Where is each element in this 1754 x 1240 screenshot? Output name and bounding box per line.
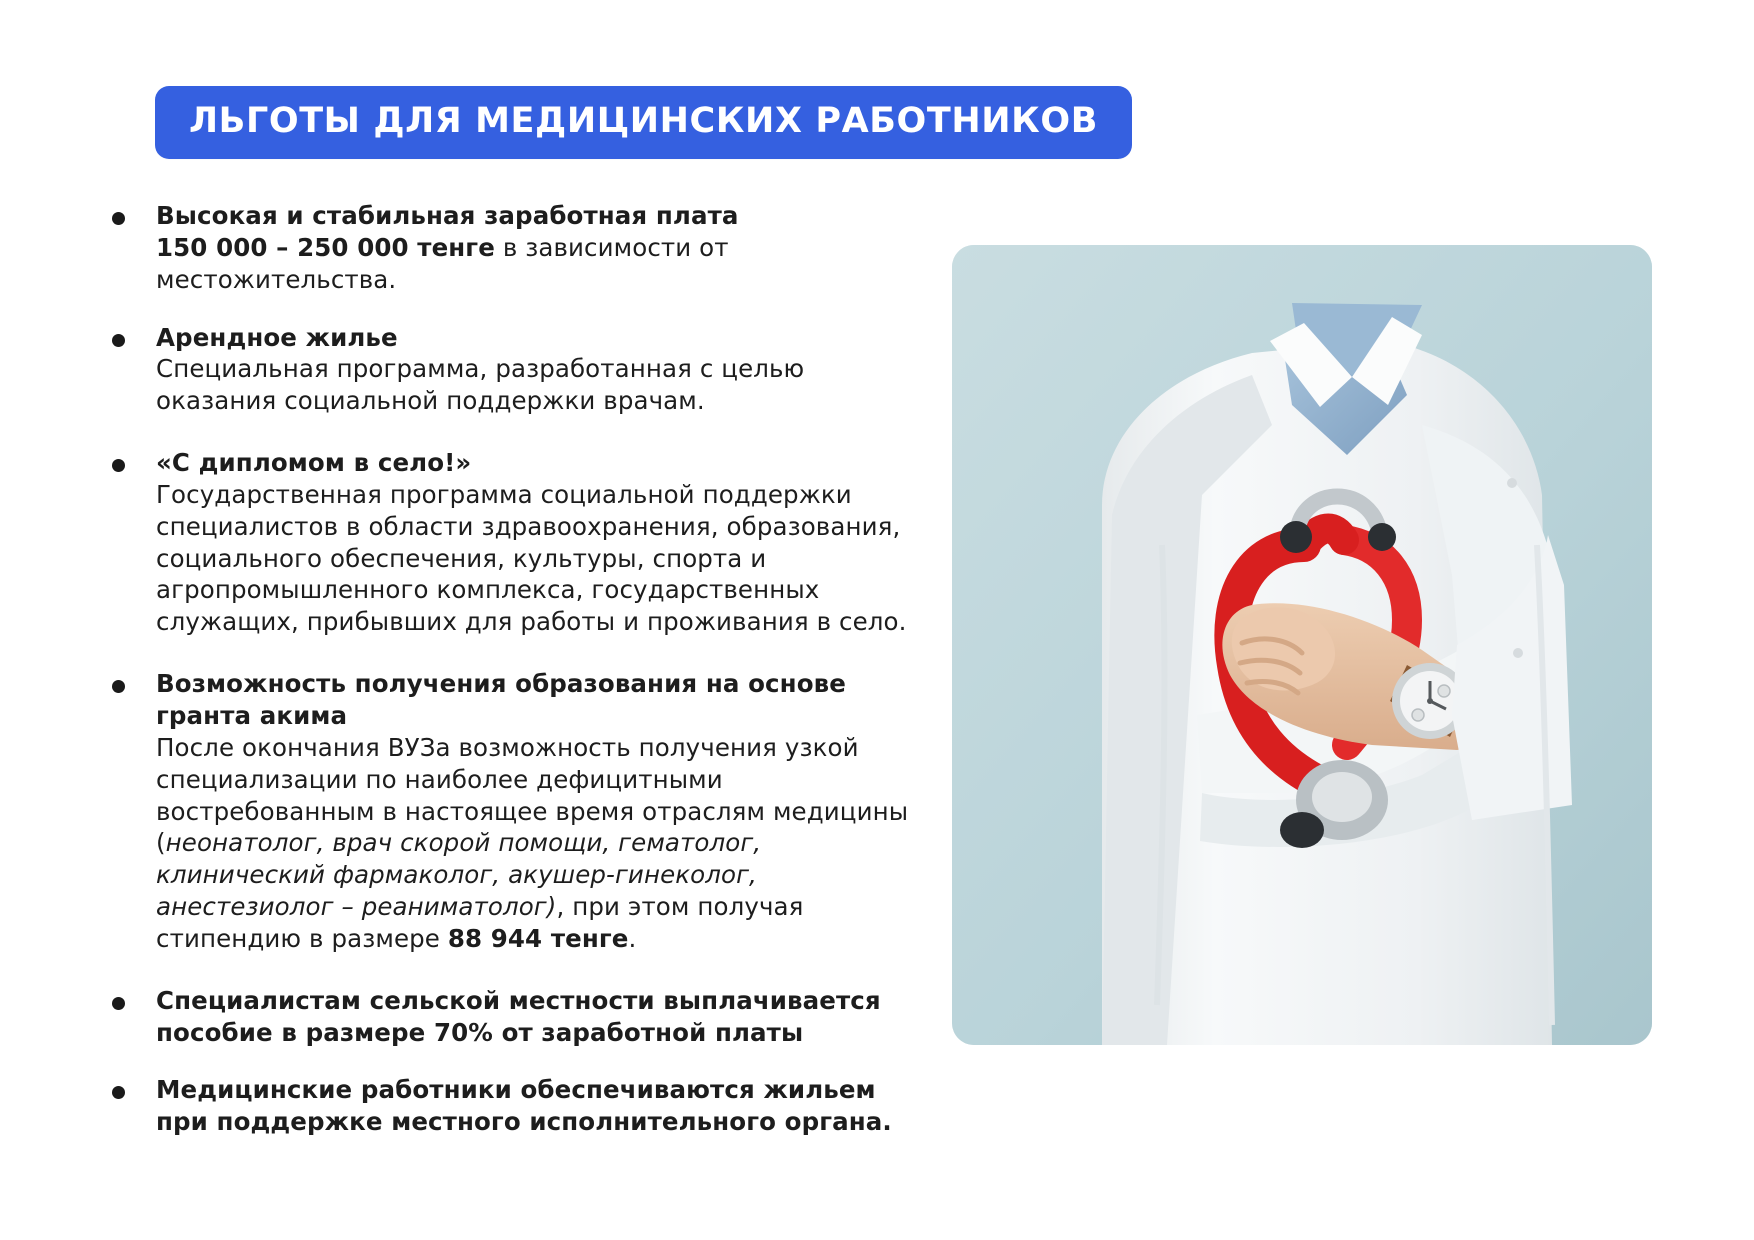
list-item-heading: Специалистам сельской местности выплачивается пособие в размере 70% от заработной платы — [156, 985, 881, 1047]
list-item-text — [156, 1074, 918, 1138]
list-item-body: Государственная программа социальной поддержки специалистов в области здравоохранения, образования, социального обеспечения, культуры, спорта и агропромышленного комплекса, государственных служащих, прибывших для работы и проживания в село. — [156, 479, 907, 637]
bullet-dot-icon — [112, 334, 125, 347]
doctor-photo — [952, 245, 1652, 1045]
list-item-text — [156, 668, 918, 955]
list-item-body: Специальная программа, разработанная с целью оказания социальной поддержки врачам. — [156, 354, 805, 416]
list-item-amount: 150 000 – 250 000 тенге — [156, 232, 495, 262]
list-item-body-bold: 88 944 тенге — [447, 923, 629, 953]
bullet-dot-icon — [112, 459, 125, 472]
list-item-heading: «С дипломом в село!» — [156, 448, 472, 478]
doctor-illustration — [952, 245, 1652, 1045]
list-item-body-italic: неонатолог, врач скорой помощи, гематолог, клинический фармаколог, акушер-гинеколог, анестезиолог – реаниматолог) — [156, 828, 762, 922]
bullet-dot-icon — [112, 1086, 125, 1099]
bullet-dot-icon — [112, 680, 125, 693]
list-item-heading: Медицинские работники обеспечиваются жильем при поддержке местного исполнительного органа. — [156, 1075, 892, 1137]
list-item — [108, 322, 918, 418]
list-item — [108, 447, 918, 638]
list-item — [108, 200, 918, 296]
list-item — [108, 985, 918, 1049]
list-item — [108, 668, 918, 955]
page-title: ЛЬГОТЫ ДЛЯ МЕДИЦИНСКИХ РАБОТНИКОВ — [189, 101, 1098, 141]
bullet-dot-icon — [112, 997, 125, 1010]
list-item-body-part2: , при этом получая стипендию в размере — [156, 892, 804, 953]
list-item-tail: в зависимости от местожительства. — [156, 232, 729, 294]
list-item-heading: Возможность получения образования на основе гранта акима — [156, 669, 846, 730]
list-item — [108, 1074, 918, 1138]
list-item-text — [156, 200, 918, 296]
list-item-body-part1: После окончания ВУЗа возможность получения узкой специализации по наиболее дефицитными востребованным в настоящее время отраслям медицины ( — [156, 732, 909, 858]
benefits-list — [108, 200, 918, 1138]
list-item-body-part3: . — [628, 923, 637, 953]
list-item-text — [156, 447, 918, 638]
page-title-banner — [155, 86, 1132, 159]
list-item-heading: Высокая и стабильная заработная плата — [156, 201, 739, 230]
list-item-text — [156, 985, 918, 1049]
list-item-text — [156, 322, 918, 418]
list-item-heading: Арендное жилье — [156, 322, 398, 352]
bullet-dot-icon — [112, 212, 125, 225]
